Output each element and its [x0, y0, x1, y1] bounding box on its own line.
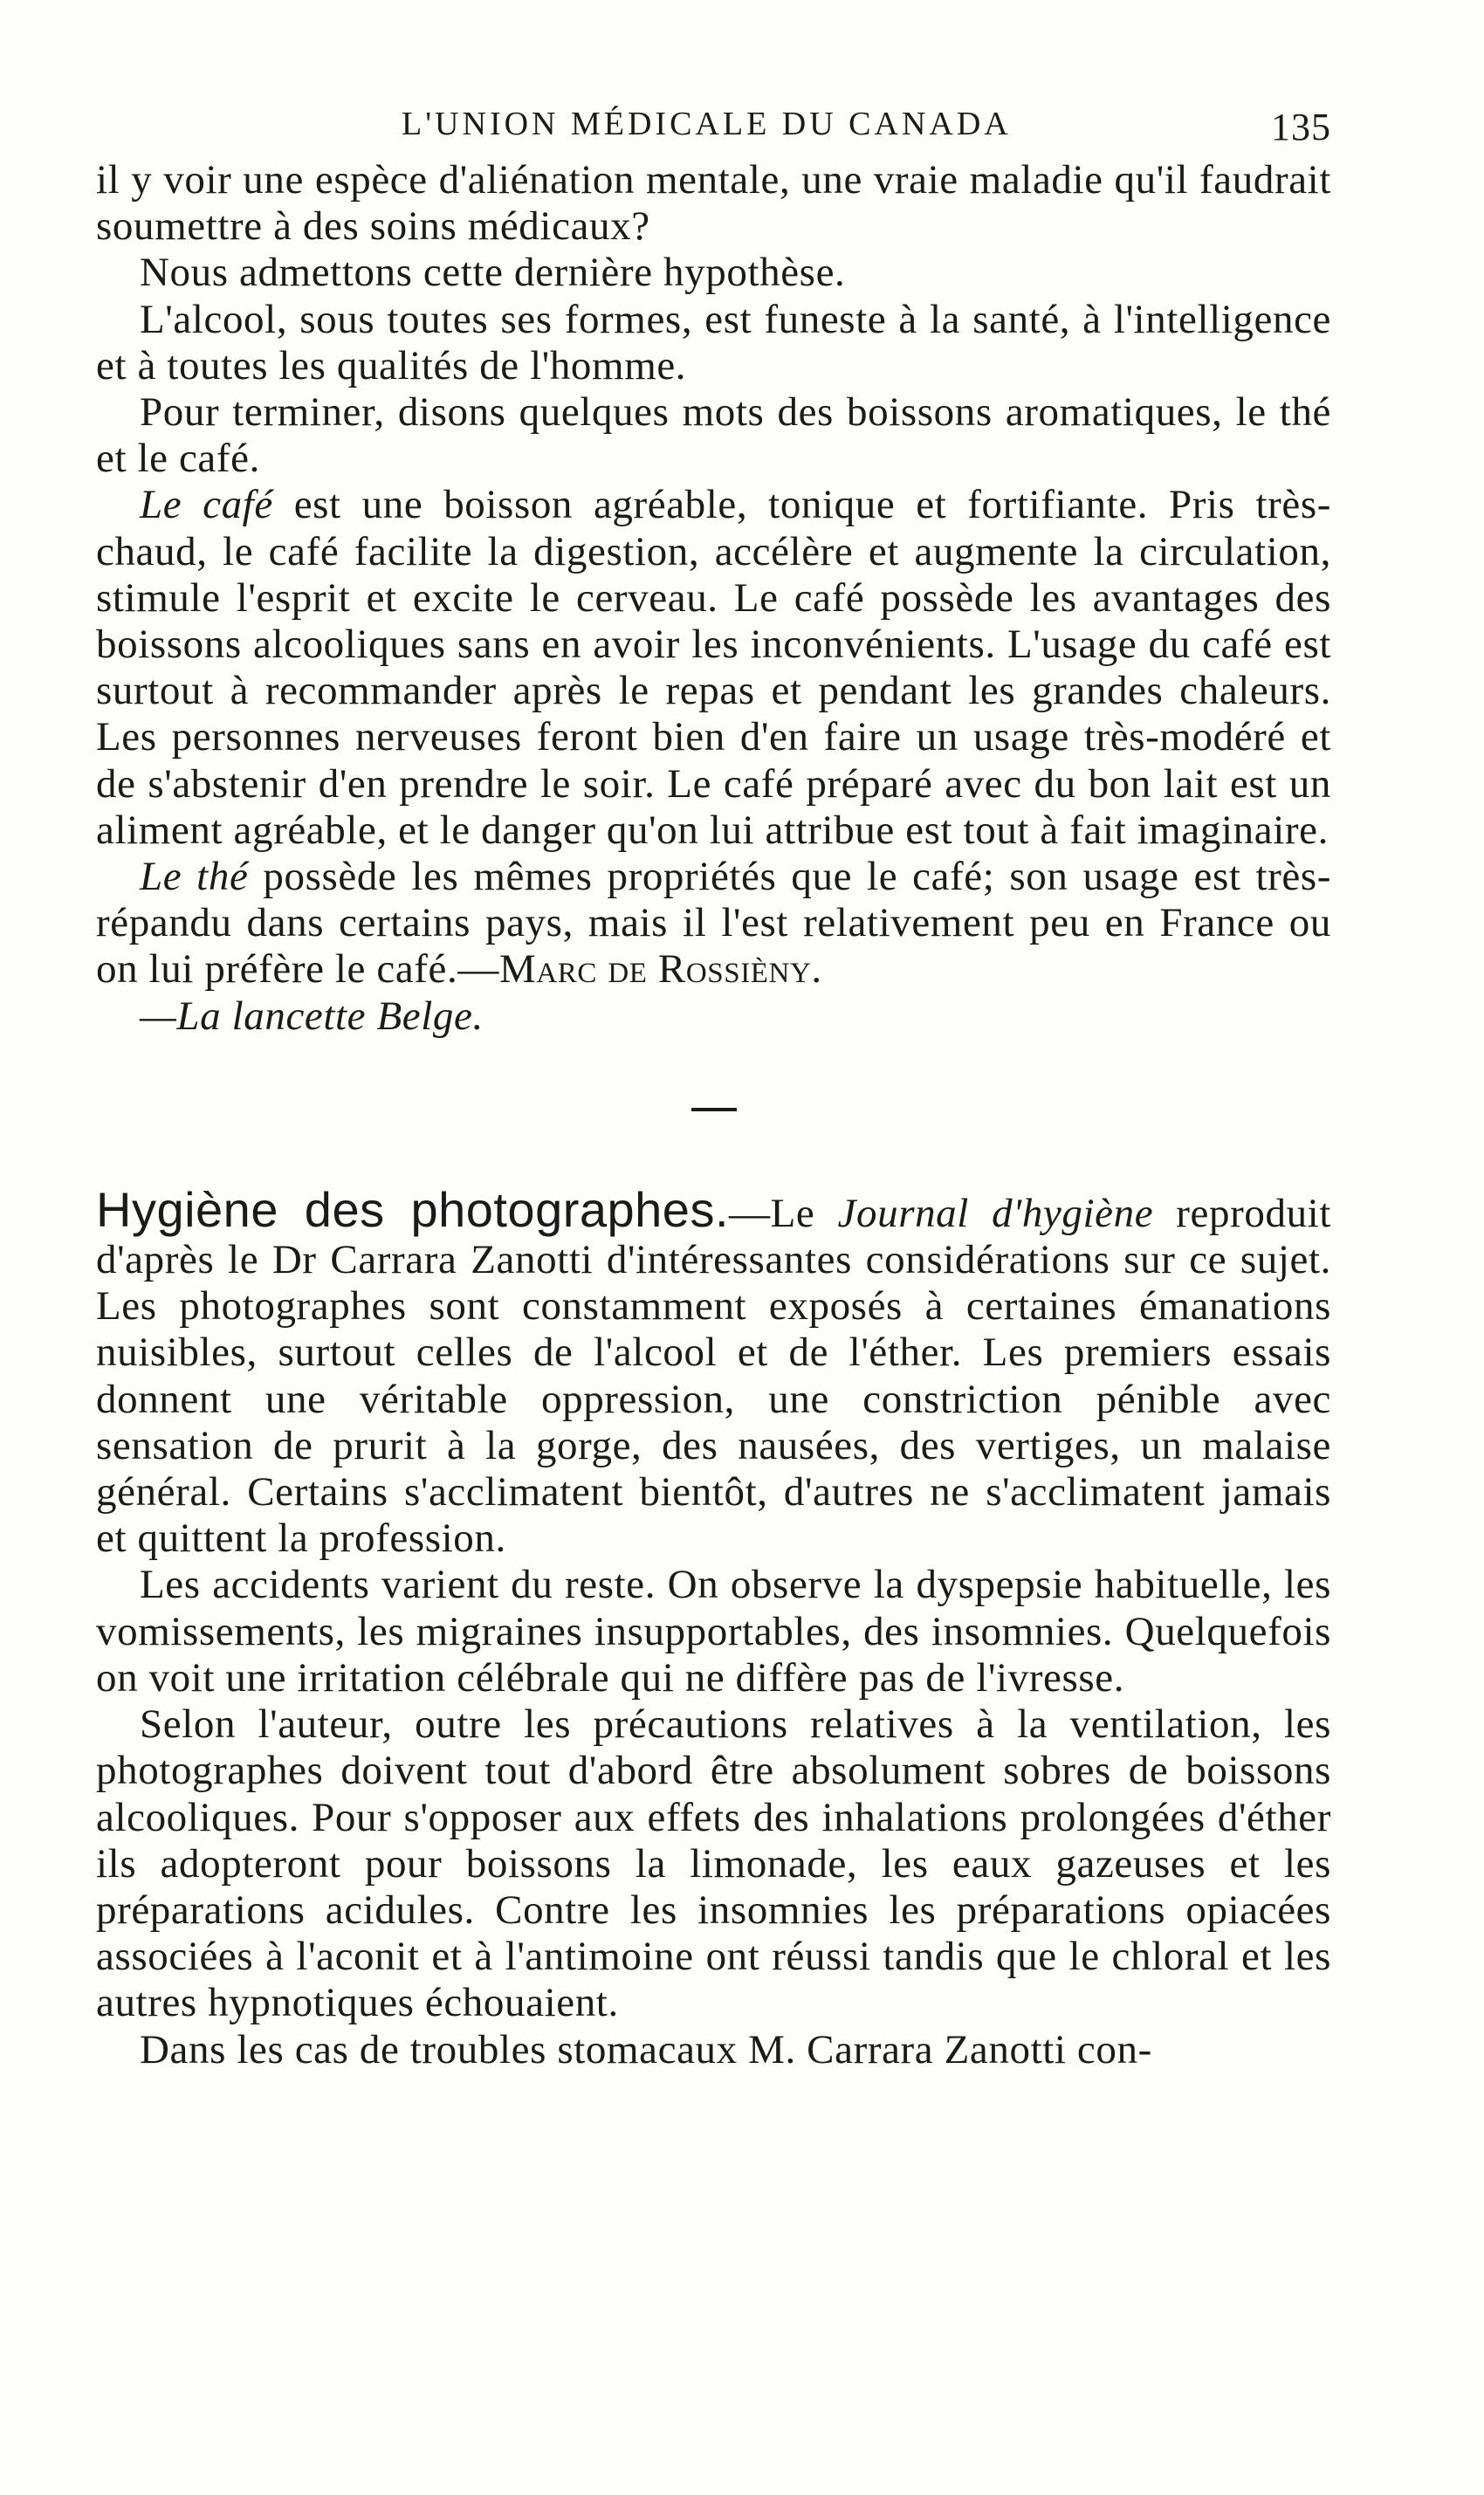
article-body: [96, 157, 1331, 2073]
paragraph-hypothesis: Nous admettons cette dernière hypothèse.: [140, 250, 846, 296]
paragraph-coffee: [96, 482, 1331, 854]
journal-page: [96, 105, 1331, 2073]
paragraph-accidents: Les accidents varient du reste. On observe la dyspepsie habituelle, les vomissements, les migraines insupportables, des insomnies. Quelquefois on voit une irritation célébrale qui ne diffère pas de l'ivresse.: [96, 1562, 1331, 1701]
running-title: L'UNION MÉDICALE DU CANADA: [402, 106, 1012, 142]
paragraph-photographers-intro: [96, 1181, 1331, 1563]
term-coffee: Le café: [140, 482, 273, 528]
paragraph-stomach-troubles: Dans les cas de troubles stomacaux M. Carrara Zanotti con-: [140, 2026, 1152, 2072]
coffee-text: est une boisson agréable, tonique et fortifiante. Pris très-chaud, le café facilite la digestion, accélère et augmente la circulation, stimule l'esprit et excite le cerveau. Le café possède les avantages des boissons alcooliques sans en avoir les inconvénients. L'usage du café est surtout à recommander après le repas et pendant les grandes chaleurs. Les personnes nerveuses feront bien d'en faire un usage très-modéré et de s'abstenir d'en prendre le soir. Le café préparé avec du bon lait est un aliment agréable, et le danger qu'on lui attribue est tout à fait imaginaire.: [96, 482, 1331, 853]
page-number: 135: [1271, 106, 1331, 148]
source-citation: —La lancette Belge.: [140, 993, 484, 1039]
section-heading: Hygiène des photographes.: [96, 1181, 730, 1237]
author-signature: Marc de Rossièny.: [498, 946, 822, 993]
paragraph-alcohol: L'alcool, sous toutes ses formes, est funeste à la santé, à l'intelligence et à toutes les qualités de l'homme.: [96, 296, 1331, 388]
journal-title: Journal d'hygiène: [837, 1190, 1154, 1236]
paragraph-continuation: il y voir une espèce d'aliénation mentale, une vraie maladie qu'il faudrait soumettre à des soins médicaux?: [96, 157, 1331, 250]
section-separator: [691, 1108, 737, 1111]
heading-dash: —Le: [729, 1190, 838, 1236]
photographers-intro-text: reproduit d'après le Dr Carrara Zanotti d'intéressantes considérations sur ce sujet. Les photographes sont constamment exposés à certaines émanations nuisibles, surtout celles de l'alcool et de l'éther. Les premiers essais donnent une véritable oppression, une constriction pénible avec sensation de prurit à la gorge, des nausées, des vertiges, un malaise général. Certains s'acclimatent bientôt, d'autres ne s'acclimatent jamais et quittent la profession.: [96, 1190, 1331, 1562]
paragraph-tea: [96, 854, 1331, 993]
paragraph-aromatic-drinks: Pour terminer, disons quelques mots des boissons aromatiques, le thé et le café.: [96, 389, 1331, 482]
running-head: [96, 105, 1331, 157]
paragraph-precautions: Selon l'auteur, outre les précautions relatives à la ventilation, les photographes doivent tout d'abord être absolument sobres de boissons alcooliques. Pour s'opposer aux effets des inhalations prolongées d'éther ils adopteront pour boissons la limonade, les eaux gazeuses et les préparations acidules. Contre les insomnies les préparations opiacées associées à l'aconit et à l'antimoine ont réussi tandis que le chloral et les autres hypnotiques échouaient.: [96, 1701, 1331, 2026]
term-tea: Le thé: [140, 854, 249, 900]
tea-text: possède les mêmes propriétés que le café; son usage est très-répandu dans certains pays, mais il l'est relativement peu en France ou on lui préfère le café.—: [96, 854, 1331, 993]
